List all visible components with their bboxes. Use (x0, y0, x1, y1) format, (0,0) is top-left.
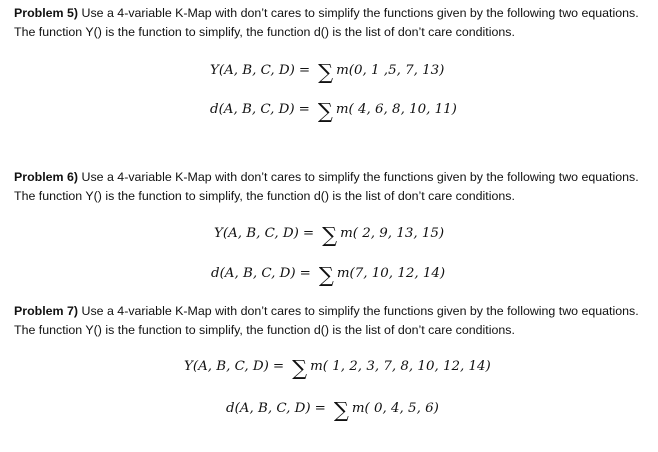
problem-7-y-lhs: Y(A, B, C, D) (184, 359, 269, 374)
problem-7-d-equation (226, 397, 439, 421)
problem-6-y-equation (214, 222, 444, 246)
equals-sign: = (314, 401, 326, 416)
equals-sign: = (272, 359, 285, 374)
problem-7-d-minterms: m( 0, 4, 5, 6) (351, 401, 439, 416)
problem-6-text: Use a 4-variable K-Map with don’t cares to simplify the functions given by the following two equations. The function Y() is the function to simplify, the function d() is the list of don’t care conditions. (14, 170, 639, 203)
problem-6-y-lhs: Y(A, B, C, D) (214, 226, 299, 241)
equals-sign: = (302, 226, 315, 241)
problem-6-d-equation (211, 262, 445, 286)
problem-7-y-minterms: m( 1, 2, 3, 7, 8, 10, 12, 14) (310, 359, 491, 374)
sigma-icon: ∑ (333, 398, 349, 422)
problem-6-d-minterms: m(7, 10, 12, 14) (336, 266, 446, 281)
problem-5-y-lhs: Y(A, B, C, D) (210, 63, 295, 78)
equals-sign: = (298, 63, 311, 78)
sigma-icon: ∑ (317, 99, 333, 123)
problem-5-label: Problem 5) (14, 6, 79, 20)
problem-6-y-minterms: m( 2, 9, 13, 15) (340, 226, 445, 241)
problem-5-d-lhs: d(A, B, C, D) (210, 102, 295, 117)
problem-7-d-lhs: d(A, B, C, D) (226, 401, 311, 416)
problem-6-paragraph (14, 168, 654, 206)
problem-5-text: Use a 4-variable K-Map with don’t cares to simplify the functions given by the following two equations. The function Y() is the function to simplify, the function d() is the list of don’t care conditions. (14, 6, 639, 39)
equals-sign: = (299, 266, 311, 281)
problem-7-paragraph (14, 302, 654, 340)
problem-5-y-minterms: m(0, 1 ,5, 7, 13) (336, 63, 445, 78)
problem-5-y-equation (210, 59, 444, 83)
problem-6-d-lhs: d(A, B, C, D) (211, 266, 296, 281)
problem-6-label: Problem 6) (14, 170, 79, 184)
problem-5-d-equation (210, 98, 457, 122)
sigma-icon: ∑ (292, 356, 308, 380)
problem-5-paragraph (14, 4, 654, 42)
problem-7-y-equation (184, 355, 491, 379)
equals-sign: = (298, 102, 310, 117)
problem-5-d-minterms: m( 4, 6, 8, 10, 11) (335, 102, 457, 117)
problem-7-label: Problem 7) (14, 304, 79, 318)
problem-7-text: Use a 4-variable K-Map with don’t cares to simplify the functions given by the following two equations. The function Y() is the function to simplify, the function d() is the list of don’t care conditions. (14, 304, 639, 337)
sigma-icon: ∑ (322, 223, 338, 247)
sigma-icon: ∑ (318, 263, 334, 287)
sigma-icon: ∑ (318, 60, 334, 84)
